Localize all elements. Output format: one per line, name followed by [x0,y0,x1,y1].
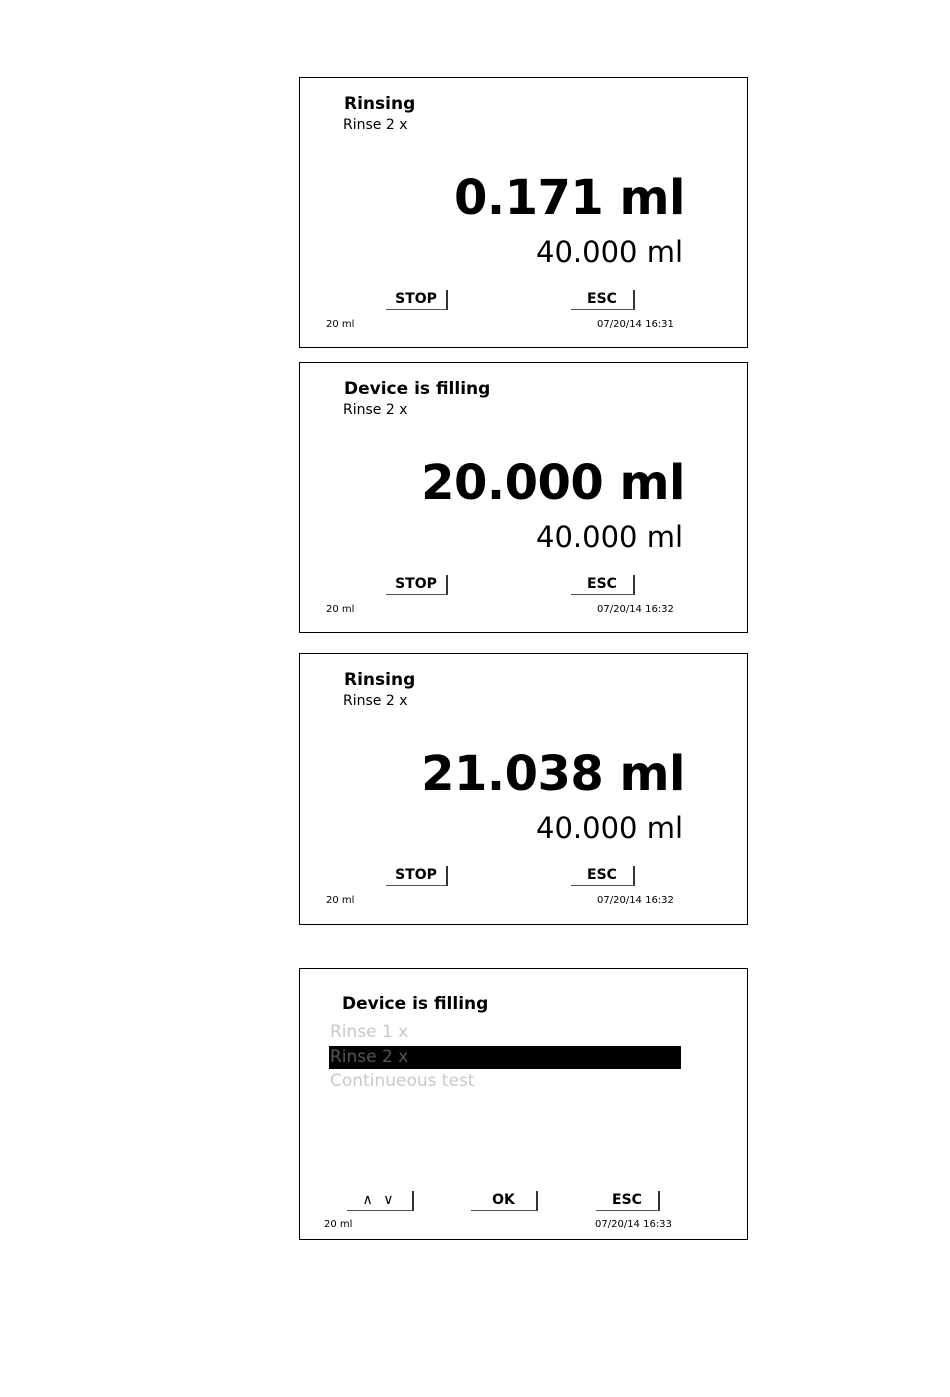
burette-size: 20 ml [326,895,355,906]
screen-title: Device is filling [342,994,489,1014]
burette-size: 20 ml [324,1219,353,1230]
screen-title: Rinsing [344,94,416,114]
dispensed-volume: 21.038 ml [421,746,685,802]
rinsing-screen-2 [299,653,748,925]
date-time: 07/20/14 16:31 [597,319,674,330]
total-volume: 40.000 ml [536,235,683,269]
date-time: 07/20/14 16:33 [595,1219,672,1230]
stop-button[interactable]: STOP [386,866,448,886]
menu-item-rinse-1x[interactable]: Rinse 1 x [330,1022,409,1042]
total-volume: 40.000 ml [536,811,683,845]
rinsing-screen-1 [299,77,748,348]
burette-size: 20 ml [326,604,355,615]
esc-button[interactable]: ESC [596,1191,660,1211]
esc-button[interactable]: ESC [571,575,635,595]
screen-subtitle: Rinse 2 x [343,402,408,418]
ok-button[interactable]: OK [471,1191,538,1211]
date-time: 07/20/14 16:32 [597,895,674,906]
total-volume: 40.000 ml [536,520,683,554]
screen-title: Rinsing [344,670,416,690]
stop-button[interactable]: STOP [386,575,448,595]
esc-button[interactable]: ESC [571,866,635,886]
screen-subtitle: Rinse 2 x [343,693,408,709]
esc-button[interactable]: ESC [571,290,635,310]
burette-size: 20 ml [326,319,355,330]
menu-item-continuous-test[interactable]: Continueous test [330,1071,475,1091]
dispensed-volume: 0.171 ml [453,170,685,226]
menu-item-rinse-2x[interactable]: Rinse 2 x [329,1046,681,1069]
screen-subtitle: Rinse 2 x [343,117,408,133]
date-time: 07/20/14 16:32 [597,604,674,615]
stop-button[interactable]: STOP [386,290,448,310]
up-down-button[interactable]: ∧ ∨ [347,1191,414,1211]
filling-screen [299,362,748,633]
dispensed-volume: 20.000 ml [421,455,685,511]
screen-title: Device is filling [344,379,491,399]
rinse-menu-screen [299,968,748,1240]
